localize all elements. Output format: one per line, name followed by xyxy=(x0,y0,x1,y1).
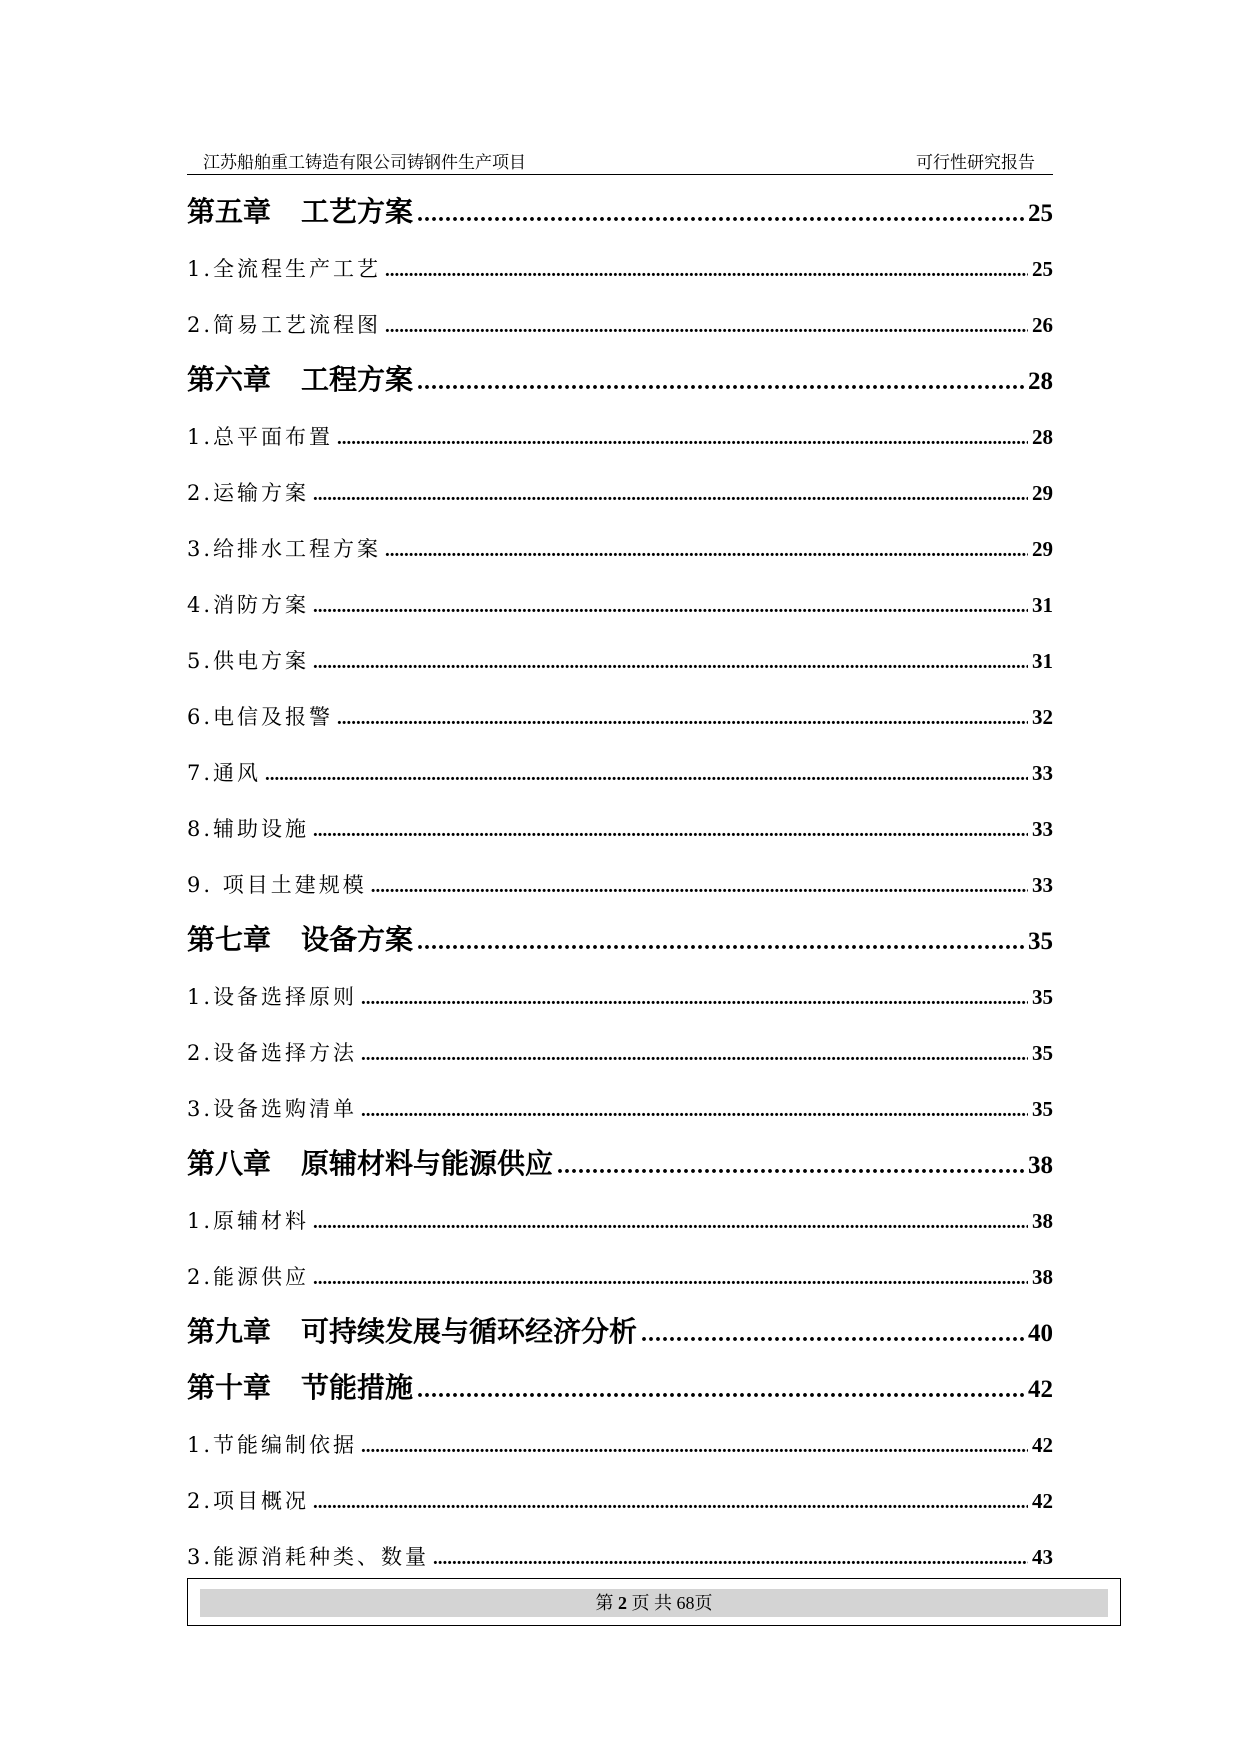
toc-entry-page: 38 xyxy=(1028,1152,1053,1179)
toc-chapter-entry[interactable] xyxy=(187,1364,1053,1420)
toc-entry-title: 通风 xyxy=(213,761,262,785)
toc-dot-leader xyxy=(385,300,1028,352)
toc-dot-leader xyxy=(313,1196,1028,1248)
toc-entry-title: 设备选购清单 xyxy=(213,1097,358,1121)
toc-entry-title: 节能措施 xyxy=(301,1371,414,1404)
toc-entry-title: 供电方案 xyxy=(213,649,310,673)
toc-entry-number: 2. xyxy=(187,313,214,337)
toc-entry-page: 33 xyxy=(1032,761,1053,785)
toc-entry-title: 全流程生产工艺 xyxy=(213,257,382,281)
toc-entry-title: 辅助设施 xyxy=(213,817,310,841)
header-project-name: 江苏船舶重工铸造有限公司铸钢件生产项目 xyxy=(203,153,526,173)
toc-entry-page: 35 xyxy=(1032,985,1053,1009)
footer-suffix: 页 xyxy=(694,1593,713,1613)
toc-dot-leader xyxy=(433,1532,1028,1584)
toc-dot-leader xyxy=(361,1028,1028,1080)
toc-entry-page: 42 xyxy=(1028,1376,1053,1403)
toc-entry-title: 电信及报警 xyxy=(213,705,334,729)
toc-chapter-entry[interactable] xyxy=(187,916,1053,972)
toc-section-entry[interactable] xyxy=(187,636,1053,692)
toc-dot-leader xyxy=(385,524,1028,576)
toc-dot-leader xyxy=(361,972,1028,1024)
toc-dot-leader xyxy=(313,804,1028,856)
toc-entry-page: 28 xyxy=(1032,425,1053,449)
toc-entry-number: 第六章 xyxy=(187,363,272,396)
toc-entry-number: 3. xyxy=(187,1545,214,1569)
toc-entry-page: 35 xyxy=(1032,1041,1053,1065)
toc-entry-page: 28 xyxy=(1028,368,1053,395)
toc-entry-number: 5. xyxy=(187,649,214,673)
toc-entry-page: 38 xyxy=(1032,1265,1053,1289)
toc-dot-leader xyxy=(361,1084,1028,1136)
toc-dot-leader xyxy=(313,636,1028,688)
toc-entry-title: 节能编制依据 xyxy=(213,1433,358,1457)
toc-dot-leader xyxy=(417,356,1024,406)
toc-section-entry[interactable] xyxy=(187,524,1053,580)
toc-entry-page: 43 xyxy=(1032,1545,1053,1569)
toc-entry-page: 33 xyxy=(1032,873,1053,897)
toc-entry-title: 原辅材料 xyxy=(213,1209,310,1233)
toc-entry-title: 可持续发展与循环经济分析 xyxy=(301,1315,638,1348)
toc-entry-number: 1. xyxy=(187,1209,214,1233)
toc-section-entry[interactable] xyxy=(187,1196,1053,1252)
toc-entry-page: 31 xyxy=(1032,649,1053,673)
toc-entry-page: 35 xyxy=(1028,928,1053,955)
toc-entry-number: 第八章 xyxy=(187,1147,272,1180)
toc-entry-page: 32 xyxy=(1032,705,1053,729)
toc-section-entry[interactable] xyxy=(187,1028,1053,1084)
toc-entry-page: 26 xyxy=(1032,313,1053,337)
toc-entry-page: 42 xyxy=(1032,1489,1053,1513)
toc-entry-title: 工艺方案 xyxy=(301,195,414,228)
toc-section-entry[interactable] xyxy=(187,748,1053,804)
toc-dot-leader xyxy=(557,1140,1024,1190)
toc-dot-leader xyxy=(371,860,1028,912)
toc-entry-number: 3. xyxy=(187,1097,214,1121)
toc-section-entry[interactable] xyxy=(187,972,1053,1028)
toc-dot-leader xyxy=(337,412,1028,464)
toc-entry-number: 第九章 xyxy=(187,1315,272,1348)
toc-section-entry[interactable] xyxy=(187,1252,1053,1308)
toc-section-entry[interactable] xyxy=(187,412,1053,468)
page-footer xyxy=(187,1578,1121,1626)
toc-dot-leader xyxy=(641,1308,1024,1358)
toc-entry-title: 运输方案 xyxy=(213,481,310,505)
footer-mid: 页 共 xyxy=(631,1593,672,1613)
toc-entry-number: 8. xyxy=(187,817,214,841)
toc-entry-title: 工程方案 xyxy=(301,363,414,396)
toc-entry-title: 项目土建规模 xyxy=(213,873,367,897)
toc-section-entry[interactable] xyxy=(187,1084,1053,1140)
toc-entry-number: 9. xyxy=(187,873,214,897)
toc-entry-number: 2. xyxy=(187,481,214,505)
toc-entry-title: 设备选择方法 xyxy=(213,1041,358,1065)
toc-dot-leader xyxy=(313,1252,1028,1304)
toc-entry-number: 4. xyxy=(187,593,214,617)
toc-dot-leader xyxy=(313,580,1028,632)
toc-dot-leader xyxy=(417,188,1024,238)
toc-entry-number: 1. xyxy=(187,985,214,1009)
toc-section-entry[interactable] xyxy=(187,860,1053,916)
toc-entry-page: 38 xyxy=(1032,1209,1053,1233)
toc-dot-leader xyxy=(337,692,1028,744)
footer-prefix: 第 xyxy=(595,1593,614,1613)
toc-section-entry[interactable] xyxy=(187,1420,1053,1476)
toc-entry-title: 设备选择原则 xyxy=(213,985,358,1009)
toc-chapter-entry[interactable] xyxy=(187,356,1053,412)
toc-entry-title: 设备方案 xyxy=(301,923,414,956)
toc-entry-number: 6. xyxy=(187,705,214,729)
page-number-bar xyxy=(200,1589,1108,1617)
toc-section-entry[interactable] xyxy=(187,1476,1053,1532)
footer-current-page: 2 xyxy=(618,1593,627,1613)
toc-entry-page: 35 xyxy=(1032,1097,1053,1121)
header-doc-type: 可行性研究报告 xyxy=(916,153,1035,173)
toc-entry-number: 2. xyxy=(187,1489,214,1513)
toc-entry-number: 1. xyxy=(187,1433,214,1457)
toc-entry-title: 能源消耗种类、数量 xyxy=(213,1545,430,1569)
toc-entry-title: 原辅材料与能源供应 xyxy=(301,1147,554,1180)
toc-dot-leader xyxy=(385,244,1028,296)
toc-entry-title: 项目概况 xyxy=(213,1489,310,1513)
toc-entry-page: 29 xyxy=(1032,481,1053,505)
toc-entry-number: 第七章 xyxy=(187,923,272,956)
toc-entry-number: 1. xyxy=(187,425,214,449)
toc-section-entry[interactable] xyxy=(187,692,1053,748)
toc-chapter-entry[interactable] xyxy=(187,1308,1053,1364)
toc-entry-title: 总平面布置 xyxy=(213,425,334,449)
toc-entry-page: 29 xyxy=(1032,537,1053,561)
toc-chapter-entry[interactable] xyxy=(187,188,1053,244)
page-header xyxy=(187,148,1053,175)
toc-entry-page: 25 xyxy=(1032,257,1053,281)
toc-section-entry[interactable] xyxy=(187,468,1053,524)
toc-entry-number: 2. xyxy=(187,1265,214,1289)
toc-entry-number: 7. xyxy=(187,761,214,785)
toc-entry-number: 1. xyxy=(187,257,214,281)
toc-entry-page: 25 xyxy=(1028,200,1053,227)
toc-entry-title: 简易工艺流程图 xyxy=(213,313,382,337)
toc-dot-leader xyxy=(417,1364,1024,1414)
toc-dot-leader xyxy=(313,468,1028,520)
toc-dot-leader xyxy=(417,916,1024,966)
toc-dot-leader xyxy=(313,1476,1028,1528)
toc-section-entry[interactable] xyxy=(187,580,1053,636)
toc-entry-page: 40 xyxy=(1028,1320,1053,1347)
toc-entry-page: 33 xyxy=(1032,817,1053,841)
toc-chapter-entry[interactable] xyxy=(187,1140,1053,1196)
table-of-contents xyxy=(187,188,1053,1588)
toc-entry-title: 能源供应 xyxy=(213,1265,310,1289)
toc-entry-title: 消防方案 xyxy=(213,593,310,617)
toc-section-entry[interactable] xyxy=(187,804,1053,860)
toc-entry-page: 42 xyxy=(1032,1433,1053,1457)
toc-section-entry[interactable] xyxy=(187,300,1053,356)
toc-section-entry[interactable] xyxy=(187,244,1053,300)
toc-entry-number: 第十章 xyxy=(187,1371,272,1404)
toc-entry-page: 31 xyxy=(1032,593,1053,617)
footer-total-pages: 68 xyxy=(676,1593,695,1613)
toc-entry-title: 给排水工程方案 xyxy=(213,537,382,561)
toc-entry-number: 第五章 xyxy=(187,195,272,228)
toc-dot-leader xyxy=(361,1420,1028,1472)
toc-entry-number: 3. xyxy=(187,537,214,561)
toc-entry-number: 2. xyxy=(187,1041,214,1065)
toc-dot-leader xyxy=(265,748,1028,800)
